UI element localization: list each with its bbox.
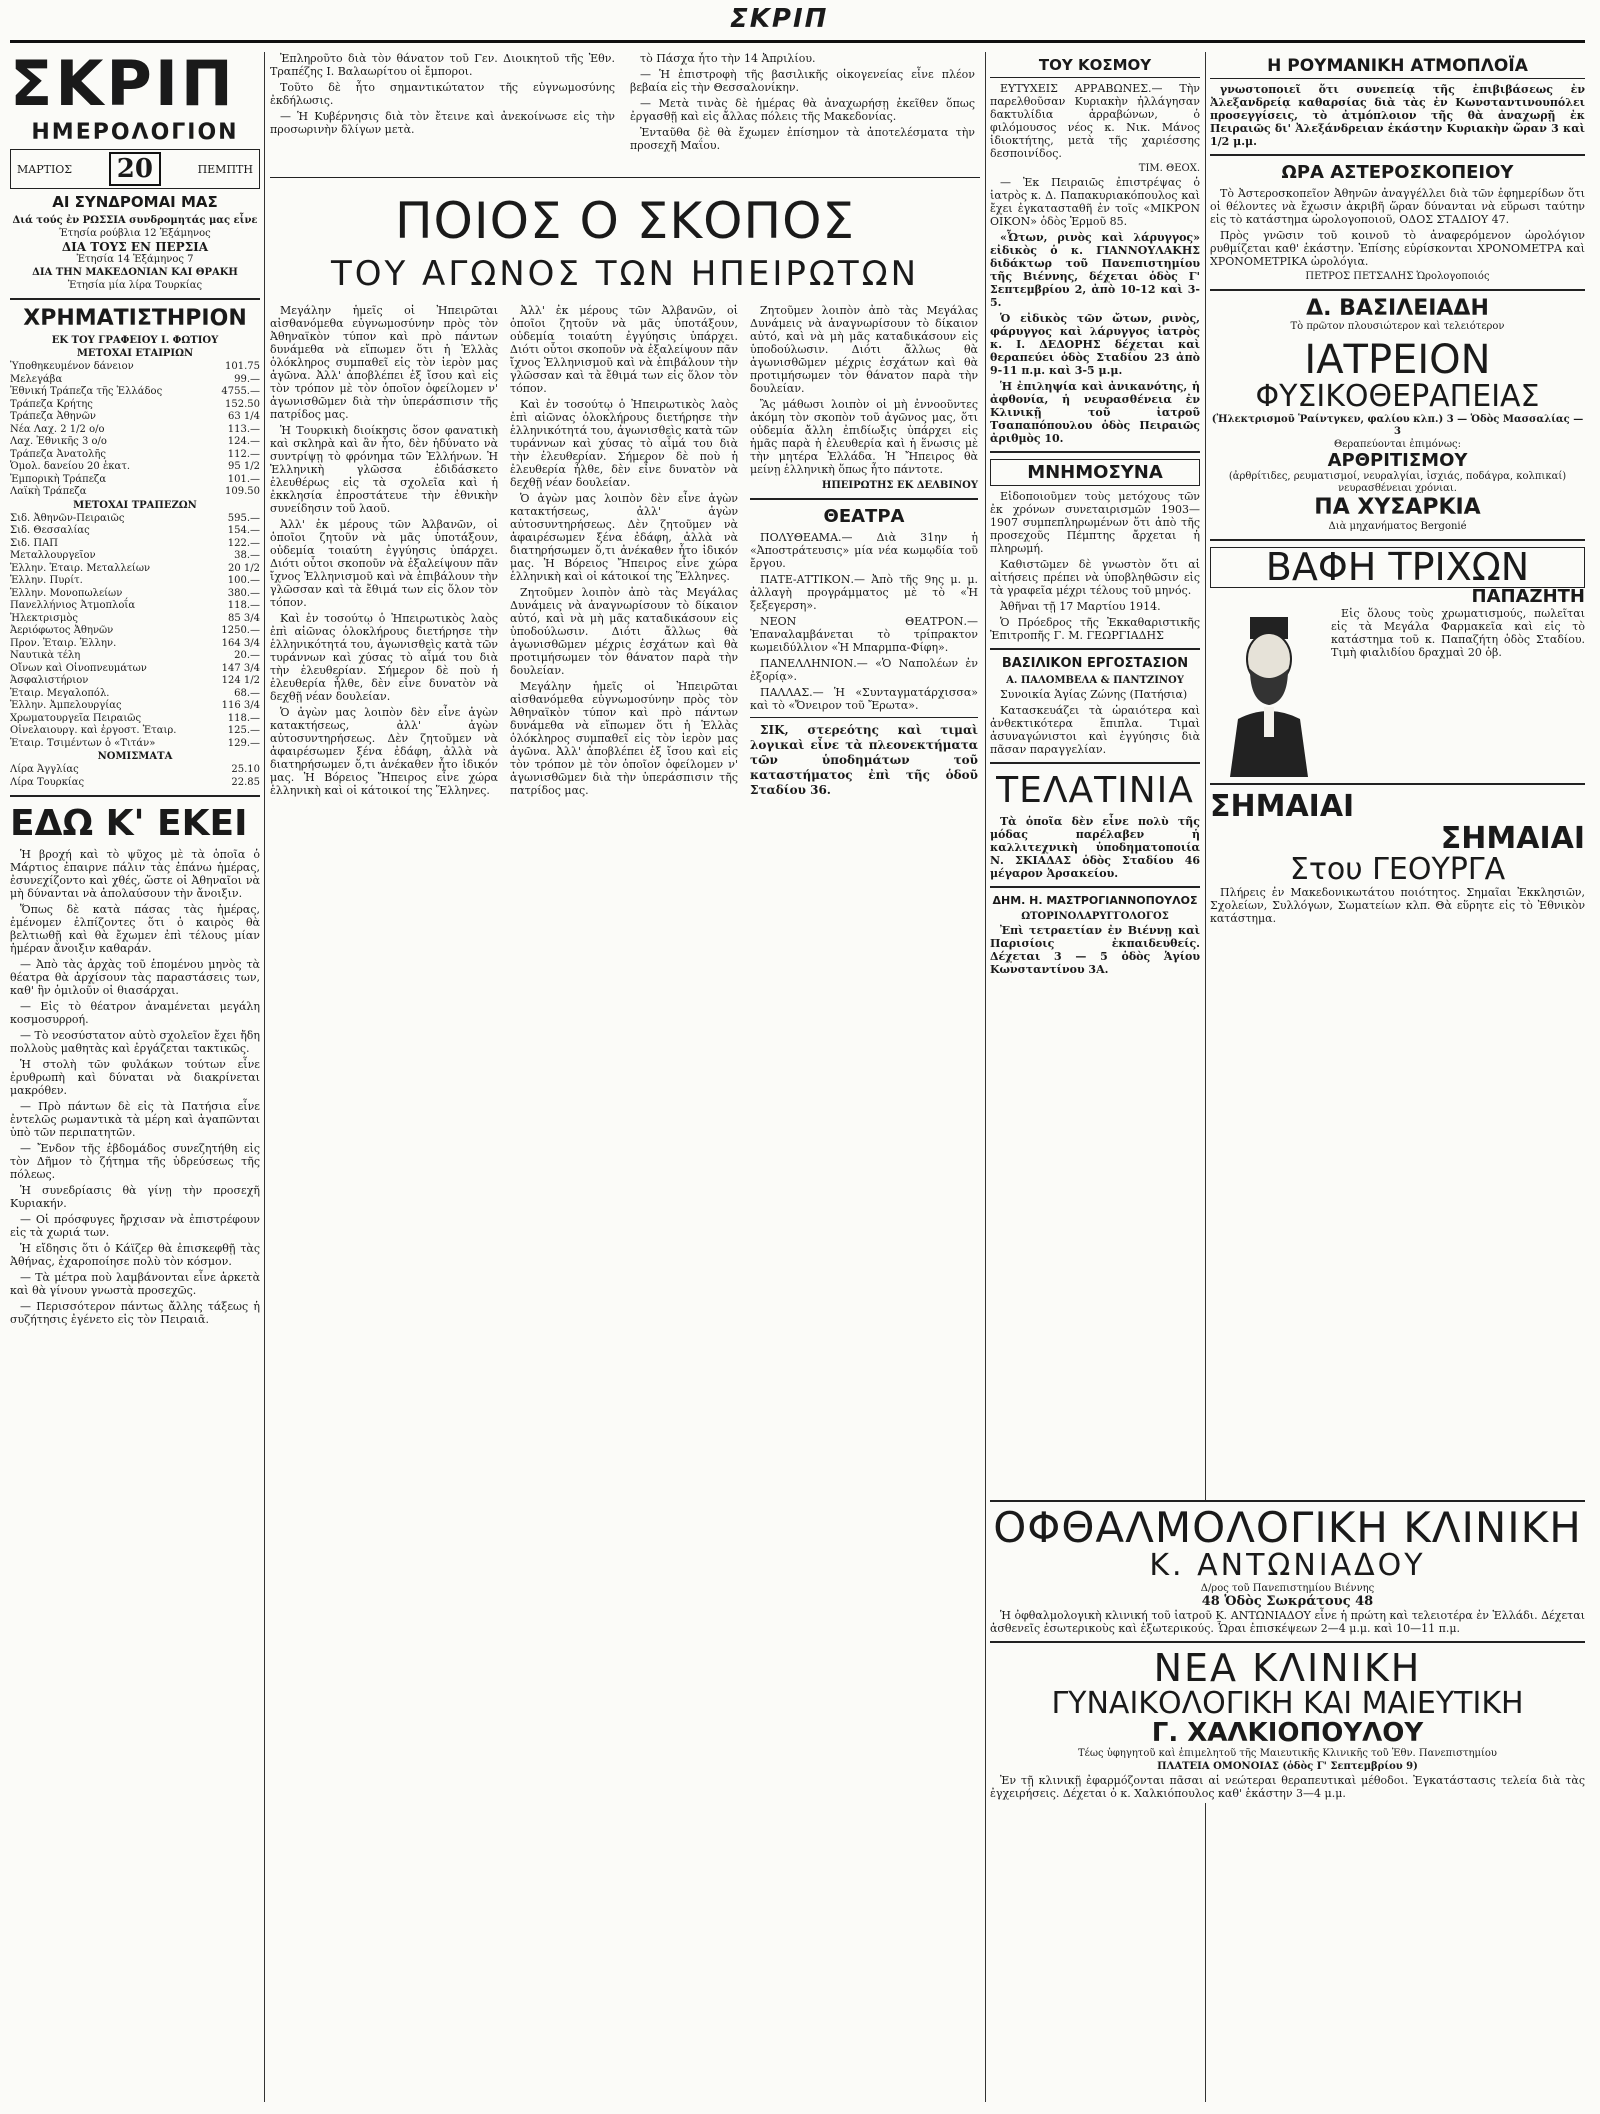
dye-subheading: ΠΑΠΑΖΗΤΗ [1471, 586, 1585, 608]
factory-subheading: Α. ΠΑΛΟΜΒΕΛΑ & ΠΑΝΤΖΙΝΟΥ [1006, 675, 1184, 686]
market-section-companies: ΜΕΤΟΧΑΙ ΕΤΑΙΡΙΩΝ [76, 348, 194, 359]
paragraph: Ἡ βροχή καὶ τὸ ψῦχος μὲ τὰ ὁποῖα ὁ Μάρτιος ἐπαιρνε πάλιν τὰς ἐπάνω ἡμέρας, ἐσυνεχίζοντο καὶ χθές, ὥστε οἱ Ἀθηναῖοι νὰ μὴ δύνανται νὰ ἀπολαύσουν τὴν ἄνοιξιν. [10, 848, 260, 900]
market-section-banks: ΜΕΤΟΧΑΙ ΤΡΑΠΕΖΩΝ [73, 499, 197, 511]
table-row: Ἑλλην. Ἀμπελουργίας 116 3/4 [10, 700, 260, 711]
memorial-heading: ΜΝΗΜΟΣΥΝΑ [990, 459, 1200, 486]
calendar-day: 20 [109, 152, 161, 186]
table-row: Τράπεζα Ἀνατολῆς 112.— [10, 448, 260, 460]
paragraph: — Ἡ ἐπιστροφὴ τῆς βασιλικῆς οἰκογενείας εἶνε πλέον βεβαία εἰς τὴν Θεσσαλονίκην. [630, 68, 975, 94]
table-row: Ἑλλην. Ἑταιρ. Μεταλλείων 20 1/2 [10, 562, 260, 574]
main-article-column [270, 52, 980, 2102]
clinic-list: (ἀρθρίτιδες, ρευματισμοί, νευραλγίαι, ἰσχιάς, ποδάγρα, κολπικαί) νευρασθένειαι χρόνιαι. [1228, 471, 1567, 495]
clinic-heading-2: ΦΥΣΙΚΟΘΕΡΑΠΕΙΑΣ [1255, 379, 1540, 415]
paragraph: Καθιστῶμεν δὲ γνωστὸν ὅτι αἱ αἰτήσεις πρέπει νὰ ὑποβληθῶσιν εἰς τὰ γραφεῖα μέχρι τέλους τοῦ μηνός. [990, 558, 1200, 597]
gyn-clinic-sub: Τέως ὑφηγητοῦ καὶ ἐπιμελητοῦ τῆς Μαιευτικῆς Κλινικῆς τοῦ Ἐθν. Πανεπιστημίου [1077, 1748, 1497, 1760]
paragraph: Ἀθῆναι τῇ 17 Μαρτίου 1914. [1000, 600, 1161, 613]
market-table-2 [10, 513, 260, 751]
clinic-heading: ΙΑΤΡΕΙΟΝ [1304, 337, 1491, 384]
paragraph: Ζητοῦμεν λοιπὸν ἀπὸ τὰς Μεγάλας Δυνάμεις νὰ ἀναγνωρίσουν τὸ δίκαιον αὐτό, καὶ νὰ μὴ μᾶς καταδικάσουν εἰς ὑποδούλωσιν. Διότι ἄλλως θὰ ἀγωνισθῶμεν μέχρις ἐσχάτων καὶ θὰ προτιμήσωμεν τὸν θάνατον παρὰ τὴν δουλείαν. [510, 586, 738, 677]
table-row: Πανελλήνιος Ἀτμοπλοΐα 118.— [10, 600, 260, 611]
paragraph: Ζητοῦμεν λοιπὸν ἀπὸ τὰς Μεγάλας Δυνάμεις νὰ ἀναγνωρίσουν τὸ δίκαιον αὐτό, καὶ νὰ μὴ μᾶς καταδικάσουν εἰς ὑποδούλωσιν. Διότι ἄλλως θὰ ἀγωνισθῶμεν μέχρις ἐσχάτων καὶ θὰ προτιμήσωμεν τὸν θάνατον παρὰ τὴν δουλείαν. [750, 304, 978, 395]
subs-line: ΔΙΑ ΤΗΝ ΜΑΚΕΔΟΝΙΑΝ ΚΑΙ ΘΡΑΚΗ [32, 267, 238, 278]
paragraph: — Οἱ πρόσφυγες ἤρχισαν νὰ ἐπιστρέφουν εἰς τὰ χωριά των. [10, 1213, 260, 1239]
paragraph: Καὶ ἐν τοσούτῳ ὁ Ἠπειρωτικὸς λαὸς ἐπὶ αἰῶνας ὁλοκλήρους διετήρησε τὴν ἑλληνικότητά του, ἀγωνισθεὶς κατὰ τῶν τυράννων καὶ χύσας τὸ αἷμά του διὰ τὴν ἐλευθερίαν. Σήμερον δὲ ποὺ ἡ ἐλευθερία ἦλθε, δὲν εἶνε δυνατὸν νὰ δεχθῇ νέαν δουλείαν. [510, 398, 738, 489]
table-row: Ἑλλην. Πυρίτ. 100.— [10, 575, 260, 586]
calendar-month: ΜΑΡΤΙΟΣ [17, 162, 73, 176]
subs-line: Διά τούς ἐν ΡΩΣΣΙΑ συνδρομητάς μας εἶνε [12, 215, 258, 226]
newspaper-page [10, 0, 1585, 2114]
clinic-address: (Ἠλεκτρισμοῦ Ῥαίντγκεν, φαλίου κλπ.) 3 — Ὁδὸς Μασσαλίας — 3 [1211, 413, 1584, 437]
clinic-heading-4: ΠΑ ΧΥΣΑΡΚΙΑ [1314, 495, 1481, 521]
theatre-item: ΝΕΟΝ ΘΕΑΤΡΟΝ.— Ἐπαναλαμβάνεται τὸ τρίπρακτον κωμειδύλλιον «Ἡ Μπαρμπα-Φίφη». [750, 615, 978, 654]
gyn-clinic-heading-2: ΓΥΝΑΙΚΟΛΟΓΙΚΗ ΚΑΙ ΜΑΙΕΥΤΙΚΗ [1051, 1686, 1524, 1722]
paragraph: Κατασκευάζει τὰ ὡραιότερα καὶ ἀνθεκτικότερα ἔπιπλα. Τιμαὶ ἀσυναγώνιστοι καὶ ἐγγύησις διὰ πᾶσαν παραγγελίαν. [990, 704, 1200, 756]
table-row: Ἑλλην. Μονοπωλείων 380.— [10, 587, 260, 599]
doctor-subheading: ΩΤΟΡΙΝΟΛΑΡΥΓΓΟΛΟΓΟΣ [1021, 911, 1169, 922]
paragraph: Τὸ Ἀστεροσκοπεῖον Ἀθηνῶν ἀναγγέλλει διὰ τῶν ἐφημερίδων ὅτι οἱ θέλοντες νὰ ἔχωσιν ἀκριβῆ ὥραν δύνανται νὰ εὕρωσι ταύτην εἰς τὸ κατάστημα ὡρολογοποιοῦ, ΟΔΟΣ ΣΤΑΔΙΟΥ 47. [1210, 187, 1585, 226]
paragraph: Ἐν τῇ κλινικῇ ἐφαρμόζονται πᾶσαι αἱ νεώτεραι θεραπευτικαὶ μέθοδοι. Ἐγκατάστασις τελεία διὰ τὰς ἐγχειρήσεις. Δέχεται ὁ κ. Χαλκιόπουλος καθ' ἑκάστην 3—4 μ.μ. [990, 1774, 1585, 1801]
jelly-heading: ΤΕΛΑΤΙΝΙΑ [996, 770, 1194, 811]
subscriptions [10, 215, 260, 292]
paragraph: Ἡ συνεδρίασις θὰ γίνῃ τὴν προσεχῆ Κυριακήν. [10, 1184, 260, 1210]
paragraph: Ὁ εἰδικὸς τῶν ὤτων, ρινὸς, φάρυγγος καὶ λάρυγγος ἰατρὸς κ. Ι. ΔΕΔΟΡΗΣ δέχεται καὶ θεραπεύει ὁδὸς Σταδίου 23 ἀπὸ 9-11 π.μ. καὶ 3-5 μ.μ. [990, 312, 1200, 377]
table-row: Σιδ. Θεσσαλίας 154.— [10, 525, 260, 536]
theatre-item: ΠΟΛΥΘΕΑΜΑ.— Διὰ 31ην ἡ «Ἀποστράτευσις» μία νέα κωμῳδία τοῦ ἔργου. [750, 531, 978, 570]
table-row: Λαχ. Ἐθνικῆς 3 ο/ο 124.— [10, 436, 260, 447]
eye-clinic-sub: Δ/ρος τοῦ Πανεπιστημίου Βιέννης [1200, 1582, 1375, 1594]
gyn-clinic-heading: ΝΕΑ ΚΛΙΝΙΚΗ [1153, 1645, 1422, 1690]
table-row: Τράπεζα Ἀθηνῶν 63 1/4 [10, 411, 260, 422]
calendar-date [10, 149, 260, 189]
table-row: Μεταλλουργεῖον 38.— [10, 550, 260, 561]
table-row: Οἰνελαιουργ. καὶ ἐργοστ. Ἑταιρ. 125.— [10, 725, 260, 736]
market-table-1 [10, 361, 260, 499]
paragraph: Ὅπως δὲ κατὰ πάσας τὰς ἡμέρας, ἐμένομεν ἐλπίζοντες ὅτι ὁ καιρὸς θὰ βελτιωθῇ καὶ θὰ ἔχωμεν ἐπὶ τέλους μίαν ἡμέραν ἄνοιξιν καθαράν. [10, 903, 260, 955]
paragraph: — Τὸ νεοσύστατον αὐτὸ σχολεῖον ἔχει ἤδη πολλοὺς μαθητὰς καὶ ἐργάζεται τακτικῶς. [10, 1029, 260, 1055]
paragraph: — Εἰς τὸ θέατρον ἀναμένεται μεγάλη κοσμοσυρροή. [10, 1000, 260, 1026]
coins-table [10, 764, 260, 789]
paragraph: Ἐπληροῦτο διὰ τὸν θάνατον τοῦ Γεν. Διοικητοῦ τῆς Ἐθν. Τραπέζης Ι. Βαλαωρίτου οἱ ἔμποροι. [270, 52, 615, 78]
clinic-tail: Διὰ μηχανήματος Bergonié [1328, 520, 1467, 532]
subscriptions-heading: ΑΙ ΣΥΝΔΡΟΜΑΙ ΜΑΣ [52, 193, 218, 211]
table-row: Μελεγάβα 99.— [10, 373, 260, 385]
edo-heading: ΕΔΩ Κ' ΕΚΕΙ [10, 803, 248, 844]
table-row: Οἴνων καὶ Οἰνοπνευμάτων 147 3/4 [10, 662, 260, 674]
subheadline: ΤΟΥ ΑΓΩΝΟΣ ΤΩΝ ΗΠΕΙΡΩΤΩΝ [330, 254, 920, 294]
paragraph: Ἡ ὀφθαλμολογικὴ κλινική τοῦ ἰατροῦ Κ. ΑΝΤΩΝΙΑΔΟΥ εἶνε ἡ πρώτη καὶ τελειοτέρα ἐν Ἑλλάδι. Δέχεται ἀσθενεῖς ἐσωτερικοὺς καὶ ἐξωτερικούς. Ὧραι ἐπισκέψεων 2—4 μ.μ. καὶ 10—11 π.μ. [990, 1608, 1585, 1635]
dye-heading: ΒΑΦΗ ΤΡΙΧΩΝ [1210, 547, 1585, 589]
portrait-image [1210, 607, 1325, 777]
calendar-heading: ΗΜΕΡΟΛΟΓΙΟΝ [31, 120, 239, 145]
eye-clinic-heading: ΟΦΘΑΛΜΟΛΟΓΙΚΗ ΚΛΙΝΙΚΗ [993, 1503, 1582, 1552]
table-row: Χρωματουργεῖα Πειραιῶς 118.— [10, 712, 260, 724]
factory-heading: ΒΑΣΙΛΙΚΟΝ ΕΡΓΟΣΤΑΣΙΟΝ [1001, 656, 1189, 671]
table-row: Ὁμολ. δανείου 20 ἑκατ. 95 1/2 [10, 461, 260, 472]
paragraph: — Ἀπὸ τὰς ἀρχὰς τοῦ ἑπομένου μηνὸς τὰ θέατρα θὰ ἀρχίσουν τὰς παραστάσεις των, καθ' ἣν ὁμιλοῦν οἱ θιασάρχαι. [10, 958, 260, 997]
flag-heading: ΣΗΜΑΙΑΙ [1210, 789, 1355, 825]
calendar-weekday: ΠΕΜΠΤΗ [197, 162, 253, 176]
paragraph: Εἰδοποιοῦμεν τοὺς μετόχους τῶν ἐκ χρόνων συνεταιρισμῶν 1903—1907 συμπεπληρωμένων ὅτι ἀπὸ τῆς προσεχοῦς Πέμπτης ἄρχεται ἡ πληρωμή. [990, 490, 1200, 555]
paragraph: Μεγάλην ἡμεῖς οἱ Ἠπειρῶται αἰσθανόμεθα εὐγνωμοσύνην πρὸς τὸν Ἀθηναϊκὸν τύπον καὶ πρὸ πάντων δυνάμεθα νὰ εἴπωμεν ὅτι ἡ Ἑλλὰς ὁλόκληρος συμπαθεῖ εἰς τὸν ἱερὸν μας ἀγῶνα. Ἀλλ' ἀποβλέπει ἐξ ἴσου καὶ εἰς τὸν τρόπον μὲ τὸν ὁποῖον ὀφείλομεν ν' ἀγωνισθῶμεν διὰ τὴν ὑπεράσπισιν τῆς πατρίδος μας. [510, 680, 738, 797]
market-source: ΕΚ ΤΟΥ ΓΡΑΦΕΙΟΥ Ι. ΦΩΤΙΟΥ [51, 335, 219, 346]
table-row: Ἐμπορικὴ Τράπεζα 101.— [10, 473, 260, 485]
paragraph: Τὰ ὁποῖα δὲν εἶνε πολὺ τῆς μόδας παρέλαβεν ἡ καλλιτεχνικὴ ὑποδηματοποιία Ν. ΣΚΙΑΔΑΣ ὁδὸς Σταδίου 46 μέγαρον Ἀρσακείου. [990, 815, 1200, 880]
paragraph: Μεγάλην ἡμεῖς οἱ Ἠπειρῶται αἰσθανόμεθα εὐγνωμοσύνην πρὸς τὸν Ἀθηναϊκὸν τύπον καὶ πρὸ πάντων δυνάμεθα νὰ εἴπωμεν ὅτι ἡ Ἑλλὰς ὁλόκληρος συμπαθεῖ εἰς τὸν ἱερὸν μας ἀγῶνα. Ἀλλ' ἀποβλέπει ἐξ ἴσου καὶ εἰς τὸν τρόπον μὲ τὸν ὁποῖον ὀφείλομεν ν' ἀγωνισθῶμεν διὰ τὴν ὑπεράσπισιν τῆς πατρίδος μας. [270, 304, 498, 421]
paragraph: Πλήρεις ἐν Μακεδονικωτάτου ποιότητος. Σημαῖαι Ἐκκλησιῶν, Σχολείων, Συλλόγων, Σωματείων κλπ. Θὰ εὕρητε εἰς τὸ Ἐθνικὸν κατάστημα. [1210, 885, 1585, 925]
paragraph: Συνοικία Ἁγίας Ζώνης (Πατήσια) [1000, 688, 1188, 701]
paragraph: Ἀλλ' ἐκ μέρους τῶν Ἀλβανῶν, οἱ ὁποῖοι ζητοῦν νὰ μᾶς ὑποτάξουν, οὐδεμία τοιαύτη ἐγγύησις ὑπάρχει. Διότι οὗτοι σκοποῦν νὰ ἐξαλείψουν πᾶν ἴχνος Ἑλληνισμοῦ καὶ νὰ ἐπιβάλουν τὴν γλῶσσαν καὶ τὰ ἔθιμά των εἰς ὅλον τὸν τόπον. [510, 304, 738, 395]
table-row: Ἑταιρ. Μεγαλοπόλ. 68.— [10, 687, 260, 699]
paragraph: Τοῦτο δὲ ἦτο σημαντικώτατον τῆς εὐγνωμοσύνης ἐκδήλωσις. [270, 81, 615, 107]
paragraph: Ὁ Πρόεδρος τῆς Ἐκκαθαριστικῆς Ἐπιτροπῆς Γ. Μ. ΓΕΩΡΓΙΑΔΗΣ [990, 616, 1200, 642]
paragraph: — Ἡ Κυβέρνησις διὰ τὸν ἔτεινε καὶ ἀνεκοίνωσε εἰς τὴν προσωρινὴν δλίγων μετὰ. [270, 110, 615, 136]
paragraph: Ἡ εἴδησις ὅτι ὁ Κάϊζερ θὰ ἐπισκεφθῇ τὰς Ἀθήνας, ἐχαροποίησε πολὺ τὸν κόσμον. [10, 1242, 260, 1268]
table-row: Ναυτικὰ τέλη 20.— [10, 650, 260, 661]
gyn-clinic-address: ΠΛΑΤΕΙΑ ΟΜΟΝΟΙΑΣ (ὁδὸς Γ' Σεπτεμβρίου 9) [1157, 1761, 1418, 1773]
subs-line: Ἐτησία ρούβλια 12 Ἑξάμηνος [59, 228, 211, 239]
paragraph: Ἐπὶ τετραετίαν ἐν Βιέννῃ καὶ Παρισίοις ἐκπαιδευθείς. Δέχεται 3 — 5 ὁδὸς Ἁγίου Κωνσταντίνου 3Α. [990, 924, 1200, 976]
paragraph: γνωστοποιεῖ ὅτι συνεπείᾳ τῆς ἐπιβιβάσεως ἐν Ἀλεξανδρείᾳ καθαρσίας διὰ τὰς ἐν Κωνσταντινουπόλει προσεγγίσεις, τὸ ἀτμόπλοιον τῆς θὰ ἀναχωρῇ ἐκ Πειραιῶς δι' Ἀλεξάνδρειαν ἑκάστην Κυριακὴν ὥραν 3 καὶ 1/2 μ.μ. [1210, 83, 1585, 148]
paragraph: Πρὸς γνῶσιν τοῦ κοινοῦ τὸ ἀναφερόμενον ὡρολόγιον ρυθμίζεται καθ' ἑκάστην. Ἐπίσης εὑρίσκονται ΧΡΟΝΟΜΕΤΡΑ καὶ ΧΡΟΝΟΜΕΤΡΙΚΑ ὡρολόγια. [1210, 229, 1585, 268]
ship-heading: Η ΡΟΥΜΑΝΙΚΗ ΑΤΜΟΠΛΟΪΑ [1210, 56, 1585, 79]
subs-line: Ἐτησία 14 Ἑξάμηνος 7 [76, 254, 194, 265]
paragraph: — Πρὸ πάντων δὲ εἰς τὰ Πατήσια εἶνε ἐντελῶς ρωμαντικὰ τὰ μέρη καὶ ἀγαπῶνται ὑπὸ τῶν περιπατητῶν. [10, 1100, 260, 1139]
coins-heading: ΝΟΜΙΣΜΑΤΑ [97, 751, 173, 762]
paragraph: — Τὰ μέτρα ποὺ λαμβάνονται εἶνε ἀρκετὰ καὶ θὰ γίνουν γνωστὰ προσεχῶς. [10, 1271, 260, 1297]
signature: ΤΙΜ. ΘΕΟΧ. [1138, 163, 1200, 174]
paragraph: Ἡ Τουρκικὴ διοίκησις ὅσον φανατικὴ καὶ σκληρὰ καὶ ἂν ἦτο, δὲν ἠδύνατο νὰ συντρίψῃ τὸ φρόνημα τῶν Ἑλλήνων. Ἡ Ἑλληνικὴ γλῶσσα ἐδιδάσκετο ἐλευθέρως εἰς τὰ σχολεῖα καὶ ἡ ἐκκλησία ἐπροστάτευε τὴν ἐθνικὴν συνείδησιν τοῦ λαοῦ. [270, 424, 498, 515]
table-row: Νέα Λαχ. 2 1/2 ο/ο 113.— [10, 423, 260, 435]
edo-column [10, 848, 260, 1326]
paragraph: Ὁ ἀγὼν μας λοιπὸν δὲν εἶνε ἀγὼν κατακτήσεως, ἀλλ' ἀγὼν αὐτοσυντηρήσεως. Δὲν ζητοῦμεν νὰ ἀφαιρέσωμεν ξένα ἐδάφη, ἀλλὰ νὰ διατηρήσωμεν ὅ,τι ἀνέκαθεν ἦτο ἰδικόν μας. Ἡ Βόρειος Ἤπειρος εἶνε χώρα ἑλληνικὴ καὶ οἱ κάτοικοί της Ἕλληνες. [270, 706, 498, 797]
table-row: Ἀσφαλιστήριον 124 1/2 [10, 675, 260, 686]
paragraph: Ἡ ἐπιληψία καὶ ἀνικανότης, ἡ ἀφθονία, ἡ νευρασθένεια ἐν Κλινικῇ τοῦ ἰατροῦ Τσαπαπόπουλου ὁδὸς Πειραιῶς ἀριθμὸς 10. [990, 380, 1200, 445]
shoe-ad: ΣΙΚ, στερεότης καὶ τιμαὶ λογικαὶ εἶνε τὰ πλεονεκτήματα τῶν ὑποδημάτων τοῦ καταστήματος ἐπὶ τῆς ὁδοῦ Σταδίου 36. [750, 723, 978, 797]
table-row: Ἐθνική Τράπεζα τῆς Ἑλλάδος 4755.— [10, 386, 260, 397]
paragraph: Ἡ στολὴ τῶν φυλάκων τούτων εἶνε ἐρυθρωπὴ καὶ δύναται νὰ διακρίνεται μακρόθεν. [10, 1058, 260, 1097]
eye-clinic-address: 48 Ὁδὸς Σωκράτους 48 [1201, 1593, 1374, 1609]
flag-heading-2: ΣΗΜΑΙΑΙ [1440, 820, 1585, 856]
table-row: Τράπεζα Κρήτης 152.50 [10, 398, 260, 410]
paragraph: — Ἔνδον τῆς ἐβδομάδος συνεζητήθη εἰς τὸν Δῆμον τὸ ζήτημα τῆς ὑδρεύσεως τῆς πόλεως. [10, 1142, 260, 1181]
paragraph: — Μετὰ τινὰς δὲ ἡμέρας θὰ ἀναχωρήσῃ ἐκεῖθεν ὅπως ἐργασθῇ καὶ εἰς ἄλλας πόλεις τῆς Μακεδονίας. [630, 97, 975, 123]
article-signature: ΗΠΕΙΡΩΤΗΣ ΕΚ ΔΕΛΒΙΝΟΥ [821, 480, 978, 491]
theatre-item: ΠΑΝΕΛΛΗΝΙΟΝ.— «Ὁ Ναπολέων ἐν ἐξορίᾳ». [750, 657, 978, 683]
table-row: Ἑταιρ. Τσιμέντων ὁ «Τιτάν» 129.— [10, 737, 260, 749]
paragraph: — Περισσότερον πάντως ἄλλης τάξεως ἡ συζήτησις ἐγένετο εἰς τὸν Πειραιᾶ. [10, 1300, 260, 1326]
paper-title: ΣΚΡΙΠ [10, 52, 236, 120]
flag-heading-3: Στου ΓΕΟΥΡΓΑ [1289, 852, 1506, 888]
left-column [10, 52, 260, 2102]
paragraph: Ἀλλ' ἐκ μέρους τῶν Ἀλβανῶν, οἱ ὁποῖοι ζητοῦν νὰ μᾶς ὑποτάξουν, οὐδεμία τοιαύτη ἐγγύησις ὑπάρχει. Διότι οὗτοι σκοποῦν νὰ ἐξαλείψουν πᾶν ἴχνος Ἑλληνισμοῦ καὶ νὰ ἐπιβάλουν τὴν γλῶσσαν καὶ τὰ ἔθιμά των εἰς ὅλον τὸν τόπον. [270, 518, 498, 609]
masthead [10, 0, 1585, 43]
table-row: Λαϊκὴ Τράπεζα 109.50 [10, 486, 260, 497]
theatre-item: ΠΑΤΕ-ΑΤΤΙΚΟΝ.— Ἀπὸ τῆς 9ης μ. μ. ἀλλαγὴ προγράμματος μὲ τὸ «Ἠ ξεξεγερση». [750, 573, 978, 612]
subs-line: ΔΙΑ ΤΟΥΣ ΕΝ ΠΕΡΣΙΑ [61, 240, 209, 254]
market-heading: ΧΡΗΜΑΤΙΣΤΗΡΙΟΝ [23, 306, 247, 331]
table-row: Σιδ. ΠΑΠ 122.— [10, 537, 260, 549]
observatory-heading: ΩΡΑ ΑΣΤΕΡΟΣΚΟΠΕΙΟΥ [1281, 162, 1514, 183]
signature: ΠΕΤΡΟΣ ΠΕΤΣΑΛΗΣ Ὡρολογοποιός [1305, 271, 1490, 282]
paragraph: ΕΥΤΥΧΕΙΣ ΑΡΡΑΒΩΝΕΣ.— Τὴν παρελθοῦσαν Κυριακὴν ἠλλάγησαν δακτυλίδια ἀρραβώνων, ὁ φιλόμουσος νέος κ. Νικ. Μάνος ἰδιοκτήτης, μετὰ τῆς χαριέσσης δεσποινίδος. [990, 82, 1200, 160]
world-heading: ΤΟΥ ΚΟΣΜΟΥ [990, 56, 1200, 78]
paragraph: Ἐνταῦθα δὲ θὰ ἔχωμεν ἐπίσημον τὰ ἀποτελέσματα τὴν προσεχῆ Μαΐου. [630, 126, 975, 152]
table-row: Σιδ. Ἀθηνῶν-Πειραιῶς 595.— [10, 512, 260, 524]
paragraph: — Ἐκ Πειραιῶς ἐπιστρέψας ὁ ἰατρὸς κ. Δ. Παπακυριακόπουλος καὶ ἔχει ἐγκατασταθῆ ἐν τοῖς «ΜΙΚΡΟΝ ΟΙΚΟΝ» ὁδὸς Ἑρμοῦ 85. [990, 176, 1200, 228]
clinic-heading-3: ΑΡΘΡΙΤΙΣΜΟΥ [1327, 449, 1468, 471]
paragraph: Ἂς μάθωσι λοιπὸν οἱ μὴ ἐννοοῦντες ἀκόμη τὸν σκοπὸν τοῦ ἀγῶνος μας, ὅτι οὐδεμία ἄλλη ἐπιδίωξις ὑπάρχει εἰς ἡμᾶς παρὰ ἡ ἐλευθερία καὶ ἡ ἕνωσις μὲ τὴν μητέρα Ἑλλάδα. Ἡ Ἤπειρος θὰ μείνῃ ἑλληνικὴ ὅπως ἦτο πάντοτε. [750, 398, 978, 476]
clinic-name: Δ. ΒΑΣΙΛΕΙΑΔΗ [1306, 296, 1489, 321]
eye-clinic-name: Κ. ΑΝΤΩΝΙΑΔΟΥ [1149, 1548, 1426, 1584]
paragraph: τὸ Πάσχα ἦτο τὴν 14 Ἀπριλίου. [640, 52, 816, 65]
table-row: Ὑποθηκευμένον δάνειον 101.75 [10, 361, 260, 372]
clinic-sub: Τὸ πρῶτον πλουσιώτερον καὶ τελειότερον [1290, 321, 1505, 333]
gyn-clinic-name: Γ. ΧΑΛΚΙΟΠΟΥΛΟΥ [1151, 1717, 1424, 1748]
masthead-title: ΣΚΡΙΠ [730, 4, 829, 34]
theatre-item: ΠΑΛΛΑΣ.— Ἡ «Συνταγματάρχισσα» καὶ τὸ «Ὄνειρον τοῦ Ἔρωτα». [750, 686, 978, 712]
table-row: Ἀεριόφωτος Ἀθηνῶν 1250.— [10, 625, 260, 636]
paragraph: Εἰς ὅλους τοὺς χρωματισμούς, πωλεῖται εἰς τὰ Μεγάλα Φαρμακεῖα καὶ εἰς τὸ κατάστημα τοῦ κ. Παπαζήτη ὁδὸς Σταδίου. Τιμὴ φιαλιδίου δραχμαὶ 20 ὀβ. [1331, 607, 1585, 660]
table-row: Λίρα Ἀγγλίας 25.10 [10, 764, 260, 775]
paragraph: Καὶ ἐν τοσούτῳ ὁ Ἠπειρωτικὸς λαὸς ἐπὶ αἰῶνας ὁλοκλήρους διετήρησε τὴν ἑλληνικότητά του, ἀγωνισθεὶς κατὰ τῶν τυράννων καὶ χύσας τὸ αἷμά του διὰ τὴν ἐλευθερίαν. Σήμερον δὲ ποὺ ἡ ἐλευθερία ἦλθε, δὲν εἶνε δυνατὸν νὰ δεχθῇ νέαν δουλείαν. [270, 612, 498, 703]
clinic-line: Θεραπεύονται ἐπιμόνως: [1334, 438, 1461, 450]
doctor-heading: ΔΗΜ. Η. ΜΑΣΤΡΟΓΙΑΝΝΟΠΟΥΛΟΣ [992, 894, 1198, 907]
table-row: Προν. Ἑταιρ. Ἑλλην. 164 3/4 [10, 637, 260, 649]
bottom-ads [990, 1500, 1585, 1803]
paragraph: «Ὦτων, ρινὸς καὶ λάρυγγος» εἰδικὸς ὁ κ. ΓΙΑΝΝΟΥΛΑΚΗΣ διδάκτωρ τοῦ Πανεπιστημίου τῆς Βιέννης, δέχεται ὁδὸς Γ' Σεπτεμβρίου 2, ἀπὸ 10-12 καὶ 3-5. [990, 231, 1200, 309]
subs-line: Ἐτησία μία λίρα Τουρκίας [67, 280, 203, 291]
table-row: Λίρα Τουρκίας 22.85 [10, 776, 260, 788]
table-row: Ἠλεκτρισμὸς 85 3/4 [10, 612, 260, 624]
headline: ΠΟΙΟΣ Ο ΣΚΟΠΟΣ [394, 192, 856, 250]
theatre-heading: ΘΕΑΤΡΑ [823, 506, 905, 527]
paragraph: Ὁ ἀγὼν μας λοιπὸν δὲν εἶνε ἀγὼν κατακτήσεως, ἀλλ' ἀγὼν αὐτοσυντηρήσεως. Δὲν ζητοῦμεν νὰ ἀφαιρέσωμεν ξένα ἐδάφη, ἀλλὰ νὰ διατηρήσωμεν ὅ,τι ἀνέκαθεν ἦτο ἰδικόν μας. Ἡ Βόρειος Ἤπειρος εἶνε χώρα ἑλληνικὴ καὶ οἱ κάτοικοί της Ἕλληνες. [510, 492, 738, 583]
